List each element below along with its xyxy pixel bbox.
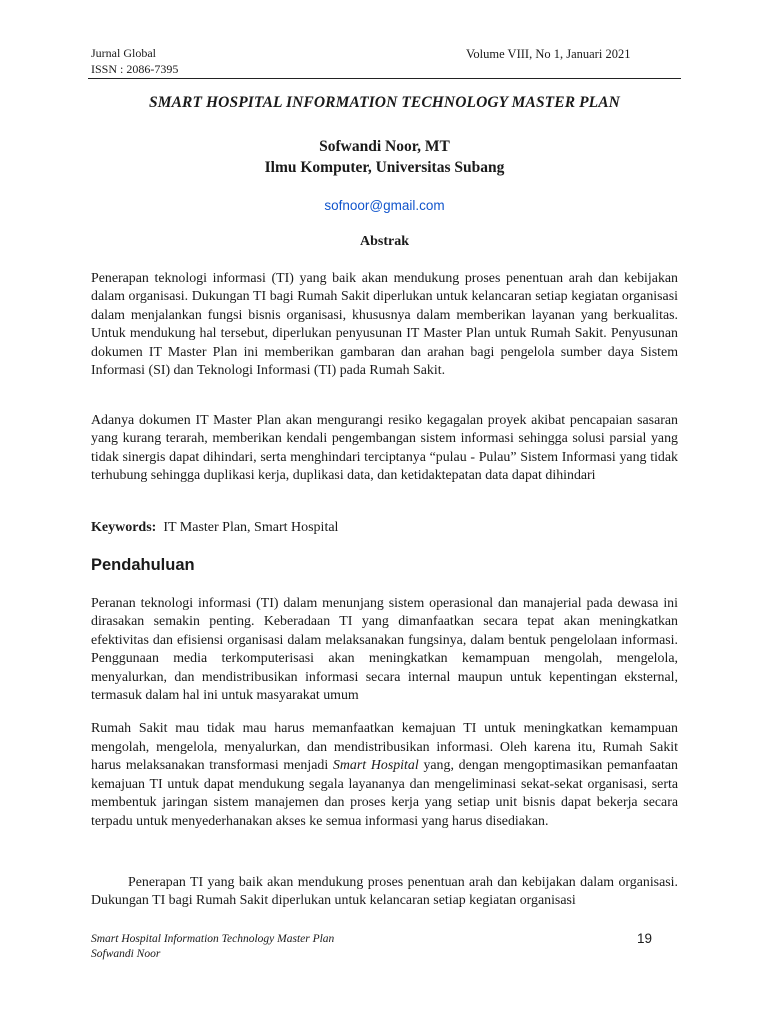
section-heading: Pendahuluan <box>91 556 195 574</box>
email-line <box>88 198 681 213</box>
header-divider <box>88 78 681 79</box>
keywords-label: Keywords: <box>91 520 157 535</box>
intro-paragraph-1: Peranan teknologi informasi (TI) dalam menunjang sistem operasional dan manajerial pada dewasa ini dirasakan semakin penting. Keberadaan TI yang dimanfaatkan secara tepat akan meningkatkan efektivitas dan efisiensi organisasi dalam melaksanakan fungsinya, dalam bentuk pengelolaan informasi. Penggunaan media terkomputerisasi akan meningkatkan kemampuan mengolah, mengelola, menyalurkan, dan mendistribusikan informasi secara internal maupun untuk kepentingan eksternal, termasuk dalam hal ini untuk masyarakat umum <box>91 596 678 704</box>
author-block <box>88 136 681 178</box>
abstract-paragraph-1: Penerapan teknologi informasi (TI) yang baik akan mendukung proses penentuan arah dan kebijakan dalam organisasi. Dukungan TI bagi Rumah Sakit diperlukan untuk kelancaran setiap kegiatan organisasi dalam menjalankan fungsi bisnis organisasi, khususnya dalam memberikan layanan yang berkualitas. Untuk mendukung hal tersebut, diperlukan penyusunan IT Master Plan untuk Rumah Sakit. Penyusunan dokumen IT Master Plan ini memberikan gambaran dan arahan bagi pengelola sumber daya Sistem Informasi (SI) dan Teknologi Informasi (TI) pada Rumah Sakit. <box>91 271 678 379</box>
issn: ISSN : 2086-7395 <box>91 62 179 76</box>
intro-paragraph-2 <box>91 720 678 832</box>
footer-author: Sofwandi Noor <box>91 948 161 960</box>
keywords-line <box>91 520 338 536</box>
running-footer <box>91 932 334 962</box>
footer-title: Smart Hospital Information Technology Master Plan <box>91 933 335 945</box>
author-affiliation: Ilmu Komputer, Universitas Subang <box>264 159 505 176</box>
smart-hospital-emphasis: Smart Hospital <box>332 758 419 774</box>
intro-paragraph-2-start: Rumah Sakit mau tidak mau harus memanfaatkan kemajuan TI untuk meningkatkan kemampuan mengolah, mengelola, menyalurkan, dan mendistribusikan informasi. Oleh karena itu, Rumah Sakit harus melaksanakan transformasi menjadi <box>91 721 678 774</box>
volume-info: Volume VIII, No 1, Januari 2021 <box>466 47 631 61</box>
running-header-left <box>91 45 178 77</box>
abstract-heading: Abstrak <box>359 234 409 249</box>
keywords-value: IT Master Plan, Smart Hospital <box>163 520 339 535</box>
author-name: Sofwandi Noor, MT <box>319 138 450 155</box>
intro-paragraph-2-end: yang, dengan mengoptimasikan pemanfaatan kemajuan TI untuk dapat mendukung segala layananya dan mengeliminasi sekat-sekat organisasi, serta membentuk jaringan sistem manajemen dan proses kerja yang setiap unit bisnis dapat bekerja secara terpadu untuk menyederhanakan akses ke semua informasi yang harus disediakan. <box>91 758 678 829</box>
paper-title: SMART HOSPITAL INFORMATION TECHNOLOGY MASTER PLAN <box>149 94 620 111</box>
page-number: 19 <box>637 931 653 946</box>
abstract-paragraph-2: Adanya dokumen IT Master Plan akan mengurangi resiko kegagalan proyek akibat pencapaian sasaran yang kurang terarah, memberikan kendali pengembangan sistem informasi sehingga solusi parsial yang tidak sinergis dapat dihindari, serta menghindari terciptanya “pulau - Pulau” Sistem Informasi yang tidak terhubung sehingga duplikasi kerja, duplikasi data, dan ketidaktepatan data dapat dihindari <box>91 413 678 484</box>
intro-paragraph-3: Penerapan TI yang baik akan mendukung proses penentuan arah dan kebijakan dalam organisasi. Dukungan TI bagi Rumah Sakit diperlukan untuk kelancaran setiap kegiatan organisasi <box>91 875 678 909</box>
journal-name: Jurnal Global <box>91 46 156 60</box>
author-email-link[interactable]: sofnoor@gmail.com <box>324 198 445 213</box>
